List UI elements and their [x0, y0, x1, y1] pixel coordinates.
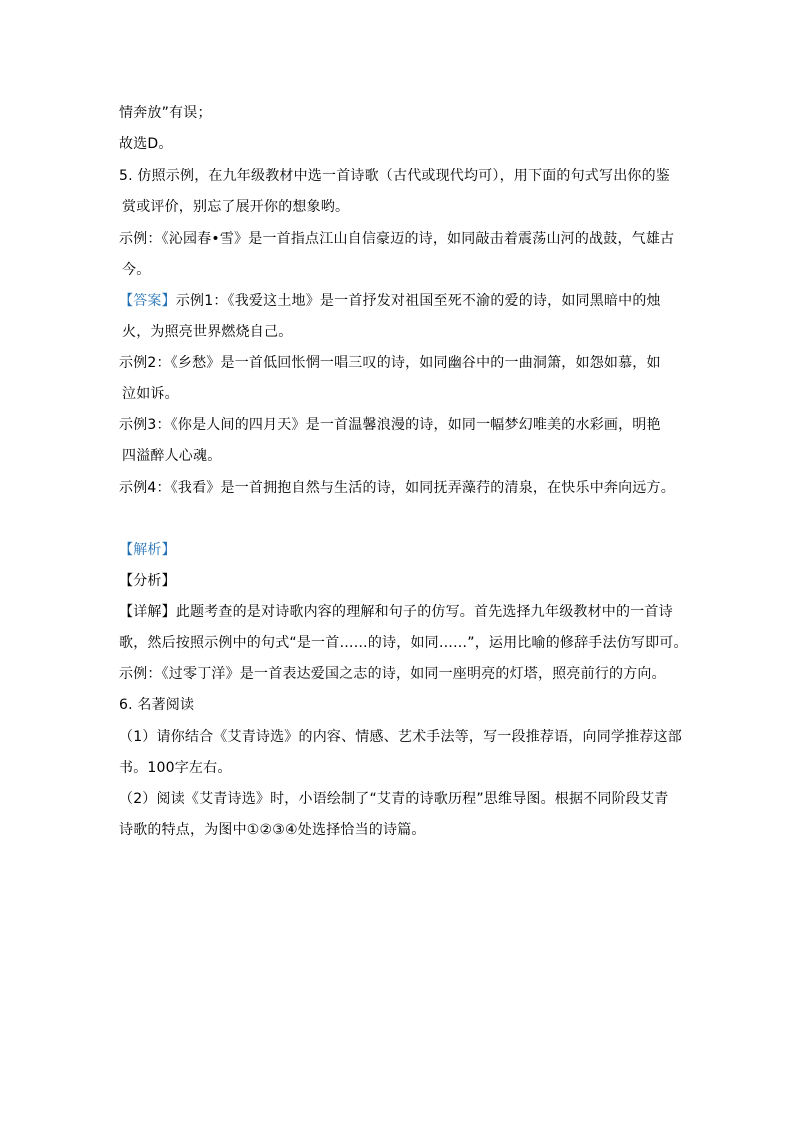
answer-example-3-cont: 四溢醉人心魂。 — [122, 448, 222, 464]
detail-line — [119, 602, 679, 622]
text-line: 情奔放”有误； — [119, 105, 212, 121]
example-text: 示例：《沁园春•雪》是一首指点江山自信豪迈的诗，如同敲击着震荡山河的战鼓，气雄古 — [119, 231, 675, 247]
question-6-title: 6. 名著阅读 — [119, 697, 195, 713]
question-6-part-1-cont: 书。100字左右。 — [119, 760, 232, 776]
answer-example-1-cont: 火，为照亮世界燃烧自己。 — [122, 324, 293, 340]
example-text-cont: 今。 — [122, 262, 151, 278]
answer-line — [119, 291, 679, 311]
question-6-part-2-cont: 诗歌的特点，为图中①②③④处选择恰当的诗篇。 — [119, 822, 426, 838]
answer-example-3: 示例3：《你是人间的四月天》是一首温馨浪漫的诗，如同一幅梦幻唯美的水彩画，明艳 — [119, 417, 661, 433]
answer-example-2-cont: 泣如诉。 — [122, 386, 179, 402]
detail-example: 示例：《过零丁洋》是一首表达爱国之志的诗，如同一座明亮的灯塔，照亮前行的方向。 — [119, 666, 666, 682]
detail-text: 此题考查的是对诗歌内容的理解和句子的仿写。首先选择九年级教材中的一首诗 — [175, 604, 673, 620]
answer-tag: 【答案】 — [119, 293, 176, 309]
text-line: 故选D。 — [119, 136, 173, 152]
question-6-part-1: （1）请你结合《艾青诗选》的内容、情感、艺术手法等，写一段推荐语，向同学推荐这部 — [119, 729, 682, 745]
detail-tag: 【详解】 — [119, 604, 176, 620]
fenxi-tag: 【分析】 — [119, 573, 176, 589]
answer-example-1: 示例1：《我爱这土地》是一首抒发对祖国至死不渝的爱的诗，如同黑暗中的烛 — [175, 293, 661, 309]
answer-example-4: 示例4：《我看》是一首拥抱自然与生活的诗，如同抚弄藻荇的清泉，在快乐中奔向远方。 — [119, 480, 675, 496]
answer-example-2: 示例2：《乡愁》是一首低回怅惘一唱三叹的诗，如同幽谷中的一曲洞箫，如怨如慕，如 — [119, 355, 661, 371]
analysis-tag: 【解析】 — [119, 542, 176, 558]
question-6-part-2: （2）阅读《艾青诗选》时，小语绘制了“艾青的诗歌历程”思维导图。根据不同阶段艾青 — [119, 791, 669, 807]
question-5-prompt-cont: 赏或评价，别忘了展开你的想象哟。 — [122, 199, 350, 215]
detail-text-cont: 歌，然后按照示例中的句式“是一首……的诗，如同……”，运用比喻的修辞手法仿写即可。 — [119, 635, 688, 651]
question-5-prompt: 5. 仿照示例，在九年级教材中选一首诗歌（古代或现代均可），用下面的句式写出你的鉴 — [119, 168, 671, 184]
